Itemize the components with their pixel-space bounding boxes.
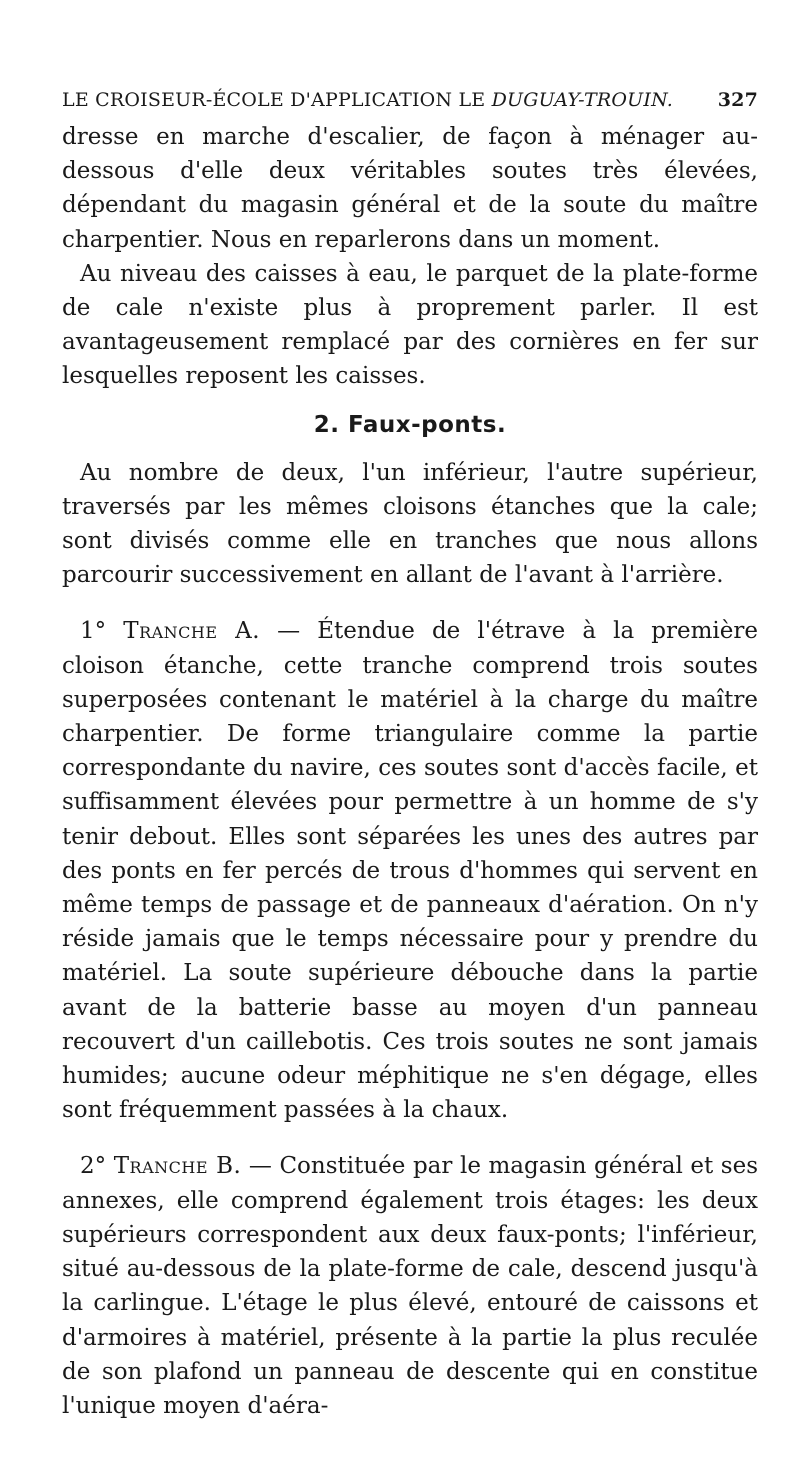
tranche-a-label: Tranche A. — [123, 618, 261, 645]
paragraph-water-tanks — [62, 257, 758, 394]
tranche-b-number: 2° — [80, 1153, 107, 1180]
section-heading: 2. Faux-ponts. — [313, 411, 507, 438]
paragraph-faux-ponts-intro — [62, 456, 758, 593]
paragraph-faux-ponts-intro-text: Au nombre de deux, l'un inférieur, l'autre supérieur, traversés par les mêmes cloisons étanches que la cale; sont divisés comme elle en tranches que nous allons parcourir successivement en allant de l'avant à l'arrière. — [62, 459, 758, 589]
paragraph-tranche-b — [62, 1149, 758, 1423]
running-head-title-text: LE CROISEUR-ÉCOLE D'APPLICATION LE — [62, 89, 492, 111]
spacer — [62, 592, 758, 614]
running-head-title — [62, 80, 673, 120]
tranche-b-text: — Constituée par le magasin général et ses annexes, elle comprend également trois étages: les deux supérieurs correspondent aux deux faux-ponts; l'inférieur, situé au-dessous de la plate-forme de cale, descend jusqu'à la carlingue. L'étage le plus élevé, entouré de caissons et d'armoires à matériel, présente à la partie la plus reculée de son plafond un panneau de descente qui en constitue l'unique moyen d'aéra- — [62, 1153, 759, 1419]
tranche-a-text: — Étendue de l'étrave à la première cloison étanche, cette tranche comprend trois soutes superposées contenant le matériel à la charge du maître charpentier. De forme triangulaire comme la partie correspondante du navire, ces soutes sont d'accès facile, et suffisamment élevées pour permettre à un homme de s'y tenir debout. Elles sont séparées les unes des autres par des ponts en fer percés de trous d'hommes qui servent en même temps de passage et de panneaux d'aération. On n'y réside jamais que le temps nécessaire pour y prendre du matériel. La soute supérieure débouche dans la partie avant de la batterie basse au moyen d'un panneau recouvert d'un caillebotis. Ces trois soutes ne sont jamais humides; aucune odeur méphitique ne s'en dégage, elles sont fréquemment passées à la chaux. — [62, 618, 758, 1124]
running-head-ship: DUGUAY-TROUIN. — [491, 89, 673, 111]
paragraph-continued: dresse en marche d'escalier, de façon à ménager au-dessous d'elle deux véritables soutes très élevées, dépendant du magasin général et de la soute du maître charpentier. Nous en reparlerons dans un moment. — [62, 124, 758, 253]
tranche-b-label: Tranche B. — [113, 1153, 242, 1180]
paragraph-water-tanks-text: Au niveau des caisses à eau, le parquet de la plate-forme de cale n'existe plus à proprement parler. Il est avantageusement remplacé par des cornières en fer sur lesquelles reposent les caisses. — [62, 260, 758, 390]
page-body — [62, 80, 758, 1423]
running-head — [62, 80, 758, 120]
paragraph-tranche-a — [62, 614, 758, 1127]
tranche-a-number: 1° — [80, 618, 107, 645]
spacer — [62, 1127, 758, 1149]
page-number: 327 — [717, 89, 758, 111]
